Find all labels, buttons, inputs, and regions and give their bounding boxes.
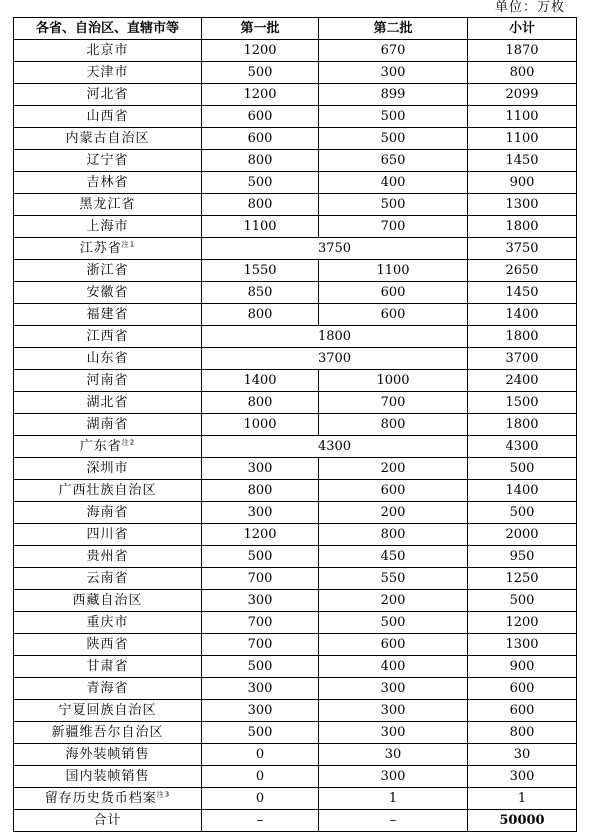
- table-row: [14, 370, 577, 392]
- subtotal-cell: 4300: [468, 436, 577, 458]
- region-name: 山东省: [86, 350, 129, 366]
- subtotal-cell: 1870: [468, 40, 577, 62]
- table-row: [14, 392, 577, 414]
- batch-1-cell: 500: [202, 546, 319, 568]
- subtotal-cell: 900: [468, 656, 577, 678]
- batch-2-cell: 1: [319, 788, 468, 810]
- region-name: 河南省: [86, 372, 129, 388]
- region-name-cell: [14, 40, 202, 62]
- batch-2-cell: 670: [319, 40, 468, 62]
- region-name: 合计: [93, 812, 122, 828]
- subtotal-cell: 1300: [468, 194, 577, 216]
- region-name: 深圳市: [86, 460, 129, 476]
- region-name-cell: [14, 128, 202, 150]
- subtotal-cell: 1800: [468, 414, 577, 436]
- batch-2-cell: 300: [319, 722, 468, 744]
- region-name-cell: [14, 260, 202, 282]
- subtotal-cell: 600: [468, 678, 577, 700]
- region-name-cell: [14, 348, 202, 370]
- region-name-cell: [14, 194, 202, 216]
- header-region: 各省、自治区、直辖市等: [14, 18, 202, 40]
- batch-2-cell: 400: [319, 656, 468, 678]
- region-name-cell: [14, 436, 202, 458]
- region-name: 贵州省: [86, 548, 129, 564]
- region-name-cell: [14, 678, 202, 700]
- table-row: [14, 238, 577, 260]
- batch-2-cell: 300: [319, 766, 468, 788]
- batch-1-cell: 1200: [202, 40, 319, 62]
- unit-label: 单位：万枚: [494, 0, 565, 15]
- table-row: [14, 612, 577, 634]
- region-name-cell: [14, 370, 202, 392]
- region-name-cell: [14, 590, 202, 612]
- subtotal-cell: 300: [468, 766, 577, 788]
- table-row: [14, 634, 577, 656]
- table-row: [14, 414, 577, 436]
- header-subtotal: 小计: [468, 18, 577, 40]
- batch-1-cell: 700: [202, 568, 319, 590]
- batch-1-cell: 700: [202, 612, 319, 634]
- subtotal-cell: 500: [468, 590, 577, 612]
- region-name-cell: [14, 106, 202, 128]
- batch-2-cell: 500: [319, 128, 468, 150]
- subtotal-cell: 800: [468, 62, 577, 84]
- subtotal-cell: 600: [468, 700, 577, 722]
- region-name-cell: [14, 810, 202, 832]
- batch-2-cell: 200: [319, 458, 468, 480]
- region-name: 北京市: [86, 42, 129, 58]
- table-row: [14, 304, 577, 326]
- batch-2-cell: 400: [319, 172, 468, 194]
- subtotal-cell: 1: [468, 788, 577, 810]
- subtotal-cell: 500: [468, 458, 577, 480]
- batch-1-cell: 1200: [202, 524, 319, 546]
- footnote-marker: 注3: [156, 790, 171, 799]
- batch-2-cell: 300: [319, 678, 468, 700]
- region-name: 陕西省: [86, 636, 129, 652]
- subtotal-cell: 2400: [468, 370, 577, 392]
- batch-1-cell: 0: [202, 788, 319, 810]
- region-name-cell: [14, 722, 202, 744]
- subtotal-cell: 1400: [468, 480, 577, 502]
- region-name-cell: [14, 480, 202, 502]
- batch-1-cell: 300: [202, 458, 319, 480]
- batch-2-cell: 200: [319, 590, 468, 612]
- region-name: 海外装帧销售: [65, 746, 150, 762]
- batch-2-cell: 650: [319, 150, 468, 172]
- footnote-marker: 注1: [121, 240, 136, 249]
- batch-2-cell: 500: [319, 106, 468, 128]
- combined-batch-cell: 3750: [202, 238, 468, 260]
- batch-1-cell: 1400: [202, 370, 319, 392]
- batch-1-cell: 1200: [202, 84, 319, 106]
- batch-1-cell: 300: [202, 502, 319, 524]
- region-name: 河北省: [86, 86, 129, 102]
- table-row: [14, 436, 577, 458]
- batch-1-cell: 700: [202, 634, 319, 656]
- table-row: [14, 458, 577, 480]
- batch-1-cell: 800: [202, 304, 319, 326]
- batch-1-cell: 800: [202, 194, 319, 216]
- table-row: [14, 678, 577, 700]
- batch-1-cell: 850: [202, 282, 319, 304]
- batch-1-cell: 800: [202, 480, 319, 502]
- table-row: [14, 722, 577, 744]
- region-name: 广东省: [79, 438, 122, 454]
- region-name-cell: [14, 282, 202, 304]
- subtotal-cell: 1400: [468, 304, 577, 326]
- batch-1-cell: 500: [202, 656, 319, 678]
- batch-1-cell: 1000: [202, 414, 319, 436]
- region-name-cell: [14, 172, 202, 194]
- table-row: [14, 502, 577, 524]
- subtotal-cell: 2000: [468, 524, 577, 546]
- region-name-cell: [14, 84, 202, 106]
- region-name: 江西省: [86, 328, 129, 344]
- batch-2-cell: 700: [319, 216, 468, 238]
- subtotal-cell: 1500: [468, 392, 577, 414]
- batch-2-cell: 30: [319, 744, 468, 766]
- table-row: [14, 40, 577, 62]
- region-name: 甘肃省: [86, 658, 129, 674]
- batch-1-cell: –: [202, 810, 319, 832]
- batch-1-cell: 500: [202, 172, 319, 194]
- region-name-cell: [14, 150, 202, 172]
- batch-2-cell: 600: [319, 480, 468, 502]
- region-name-cell: [14, 568, 202, 590]
- batch-2-cell: 800: [319, 414, 468, 436]
- table-body: [14, 40, 577, 832]
- table-row: [14, 480, 577, 502]
- subtotal-cell: 1450: [468, 282, 577, 304]
- batch-1-cell: 0: [202, 766, 319, 788]
- table-row: [14, 590, 577, 612]
- region-name: 安徽省: [86, 284, 129, 300]
- region-name-cell: [14, 458, 202, 480]
- table-row: [14, 150, 577, 172]
- batch-2-cell: 500: [319, 194, 468, 216]
- region-name: 江苏省: [79, 240, 122, 256]
- region-name: 重庆市: [86, 614, 129, 630]
- combined-batch-cell: 1800: [202, 326, 468, 348]
- table-row: [14, 700, 577, 722]
- table-row: [14, 568, 577, 590]
- batch-2-cell: 450: [319, 546, 468, 568]
- subtotal-cell: 1800: [468, 216, 577, 238]
- table-row: [14, 194, 577, 216]
- subtotal-cell: 50000: [468, 810, 577, 832]
- table-row: [14, 260, 577, 282]
- batch-1-cell: 800: [202, 150, 319, 172]
- region-name: 青海省: [86, 680, 129, 696]
- table-row: [14, 810, 577, 832]
- region-name-cell: [14, 392, 202, 414]
- header-batch-2: 第二批: [319, 18, 468, 40]
- table-row: [14, 524, 577, 546]
- region-name: 广西壮族自治区: [58, 482, 157, 498]
- table-row: [14, 106, 577, 128]
- subtotal-cell: 3750: [468, 238, 577, 260]
- batch-2-cell: –: [319, 810, 468, 832]
- subtotal-cell: 800: [468, 722, 577, 744]
- region-name-cell: [14, 238, 202, 260]
- region-name-cell: [14, 766, 202, 788]
- batch-1-cell: 500: [202, 722, 319, 744]
- region-name-cell: [14, 744, 202, 766]
- batch-2-cell: 800: [319, 524, 468, 546]
- subtotal-cell: 3700: [468, 348, 577, 370]
- subtotal-cell: 2099: [468, 84, 577, 106]
- region-name-cell: [14, 634, 202, 656]
- batch-2-cell: 899: [319, 84, 468, 106]
- region-name: 湖北省: [86, 394, 129, 410]
- subtotal-cell: 1100: [468, 106, 577, 128]
- table-row: [14, 656, 577, 678]
- region-name-cell: [14, 700, 202, 722]
- table-row: [14, 62, 577, 84]
- table-row: [14, 326, 577, 348]
- batch-2-cell: 700: [319, 392, 468, 414]
- subtotal-cell: 1300: [468, 634, 577, 656]
- region-name-cell: [14, 524, 202, 546]
- batch-2-cell: 600: [319, 304, 468, 326]
- region-name: 海南省: [86, 504, 129, 520]
- region-name: 天津市: [86, 64, 129, 80]
- subtotal-cell: 1250: [468, 568, 577, 590]
- batch-2-cell: 600: [319, 282, 468, 304]
- batch-1-cell: 600: [202, 106, 319, 128]
- batch-1-cell: 300: [202, 678, 319, 700]
- table-row: [14, 788, 577, 810]
- region-name: 国内装帧销售: [65, 768, 150, 784]
- region-name: 湖南省: [86, 416, 129, 432]
- region-name: 辽宁省: [86, 152, 129, 168]
- batch-1-cell: 1100: [202, 216, 319, 238]
- subtotal-cell: 1100: [468, 128, 577, 150]
- region-name-cell: [14, 304, 202, 326]
- batch-2-cell: 300: [319, 700, 468, 722]
- subtotal-cell: 1450: [468, 150, 577, 172]
- region-name: 内蒙古自治区: [65, 130, 150, 146]
- table-row: [14, 128, 577, 150]
- subtotal-cell: 1800: [468, 326, 577, 348]
- region-name-cell: [14, 414, 202, 436]
- batch-2-cell: 200: [319, 502, 468, 524]
- table-row: [14, 348, 577, 370]
- batch-1-cell: 600: [202, 128, 319, 150]
- batch-1-cell: 300: [202, 700, 319, 722]
- subtotal-cell: 950: [468, 546, 577, 568]
- footnote-marker: 注2: [121, 438, 136, 447]
- region-name-cell: [14, 502, 202, 524]
- region-name-cell: [14, 788, 202, 810]
- allocation-table: [13, 17, 577, 832]
- batch-1-cell: 800: [202, 392, 319, 414]
- region-name: 浙江省: [86, 262, 129, 278]
- batch-2-cell: 500: [319, 612, 468, 634]
- batch-1-cell: 300: [202, 590, 319, 612]
- region-name-cell: [14, 546, 202, 568]
- table-row: [14, 546, 577, 568]
- region-name: 宁夏回族自治区: [58, 702, 157, 718]
- header-batch-1: 第一批: [202, 18, 319, 40]
- region-name: 黑龙江省: [79, 196, 136, 212]
- subtotal-cell: 1200: [468, 612, 577, 634]
- subtotal-cell: 30: [468, 744, 577, 766]
- subtotal-cell: 900: [468, 172, 577, 194]
- region-name: 上海市: [86, 218, 129, 234]
- combined-batch-cell: 4300: [202, 436, 468, 458]
- table-header-row: [14, 18, 577, 40]
- batch-1-cell: 0: [202, 744, 319, 766]
- batch-2-cell: 1100: [319, 260, 468, 282]
- region-name-cell: [14, 656, 202, 678]
- region-name: 福建省: [86, 306, 129, 322]
- combined-batch-cell: 3700: [202, 348, 468, 370]
- region-name-cell: [14, 62, 202, 84]
- region-name: 西藏自治区: [72, 592, 143, 608]
- table-row: [14, 84, 577, 106]
- region-name: 新疆维吾尔自治区: [51, 724, 164, 740]
- region-name: 吉林省: [86, 174, 129, 190]
- region-name-cell: [14, 216, 202, 238]
- table-row: [14, 282, 577, 304]
- table-row: [14, 172, 577, 194]
- region-name-cell: [14, 612, 202, 634]
- batch-2-cell: 1000: [319, 370, 468, 392]
- table-row: [14, 216, 577, 238]
- subtotal-cell: 2650: [468, 260, 577, 282]
- table-row: [14, 744, 577, 766]
- batch-1-cell: 500: [202, 62, 319, 84]
- region-name: 山西省: [86, 108, 129, 124]
- batch-2-cell: 600: [319, 634, 468, 656]
- batch-1-cell: 1550: [202, 260, 319, 282]
- region-name: 四川省: [86, 526, 129, 542]
- batch-2-cell: 550: [319, 568, 468, 590]
- region-name: 云南省: [86, 570, 129, 586]
- region-name-cell: [14, 326, 202, 348]
- table-row: [14, 766, 577, 788]
- batch-2-cell: 300: [319, 62, 468, 84]
- region-name: 留存历史货币档案: [44, 790, 157, 806]
- subtotal-cell: 500: [468, 502, 577, 524]
